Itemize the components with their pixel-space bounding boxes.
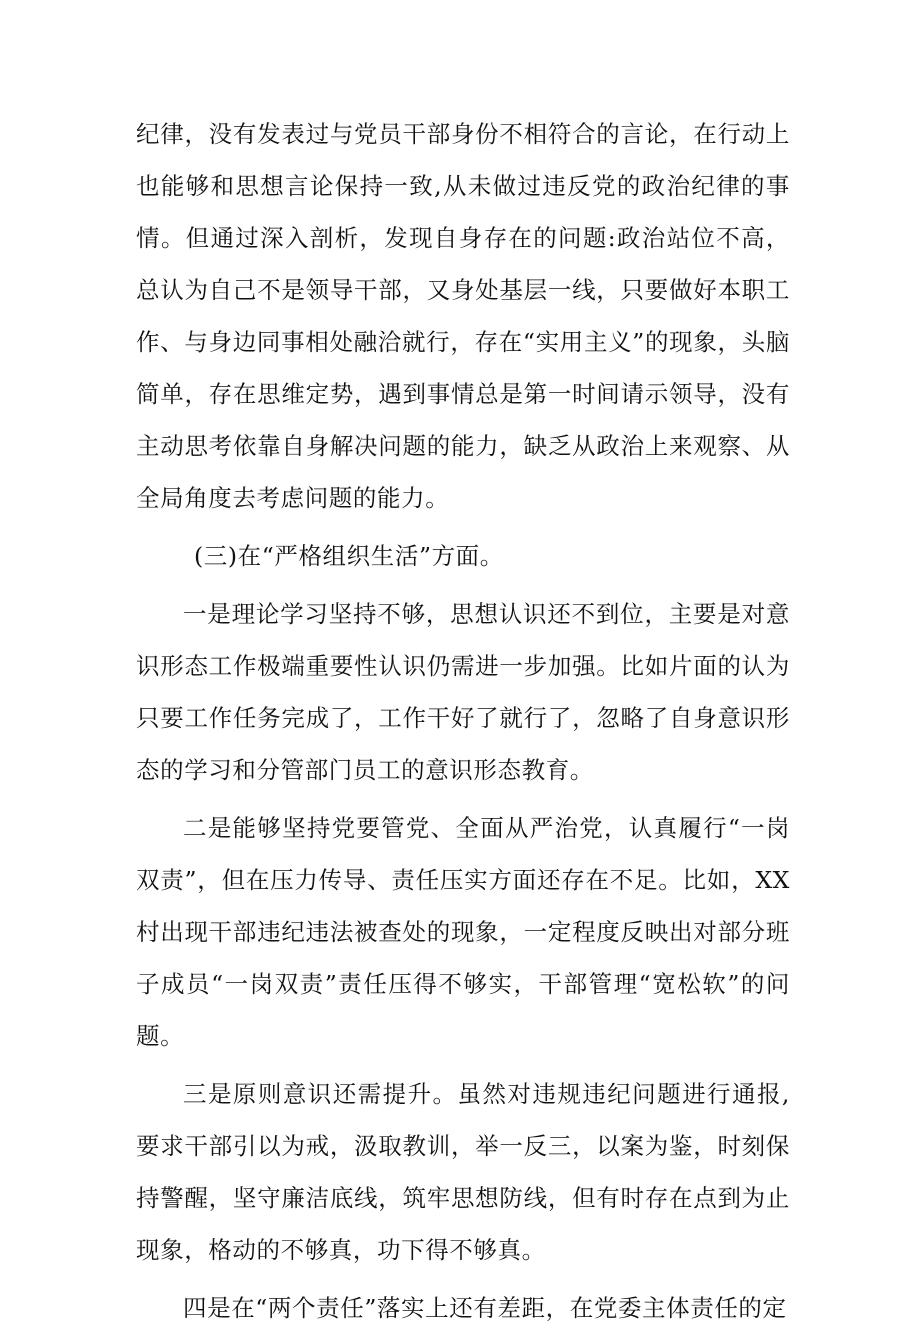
paragraph-political-discipline-continued: 纪律，没有发表过与党员干部身份不相符合的言论，在行动上也能够和思想言论保持一致,从未做过违反党的政治纪律的事情。但通过深入剖析，发现自身存在的问题:政治站位不高，总认为自己不是领导干部，又身处基层一线，只要做好本职工作、与身边同事相处融洽就行，存在“实用主义”的现象，头脑简单，存在思维定势，遇到事情总是第一时间请示领导，没有主动思考依靠自身解决问题的能力，缺乏从政治上来观察、从全局角度去考虑问题的能力。 — [136, 120, 790, 512]
document-body — [136, 108, 790, 1334]
section-heading-organizational-life: (三)在“严格组织生活”方面。 — [194, 542, 504, 570]
paragraph-theory-study: 一是理论学习坚持不够，思想认识还不到位，主要是对意识形态工作极端重要性认识仍需进一步加强。比如片面的认为只要工作任务完成了，工作干好了就行了，忽略了自身意识形态的学习和分管部门员工的意识形态教育。 — [136, 600, 790, 784]
paragraph-party-governance: 二是能够坚持党要管党、全面从严治党，认真履行“一岗双责”，但在压力传导、责任压实方面还存在不足。比如，XX村出现干部违纪违法被查处的现象，一定程度反映出对部分班子成员“一岗双责”责任压得不够实，干部管理“宽松软”的问题。 — [136, 814, 790, 1050]
paragraph-principle-awareness: 三是原则意识还需提升。虽然对违规违纪问题进行通报,要求干部引以为戒，汲取教训，举一反三，以案为鉴，时刻保持警醒，坚守廉洁底线，筑牢思想防线，但有时存在点到为止现象，格动的不够真，功下得不够真。 — [136, 1080, 790, 1264]
paragraph-two-responsibilities: 四是在“两个责任”落实上还有差距，在党委主体责任的定 — [183, 1294, 787, 1322]
